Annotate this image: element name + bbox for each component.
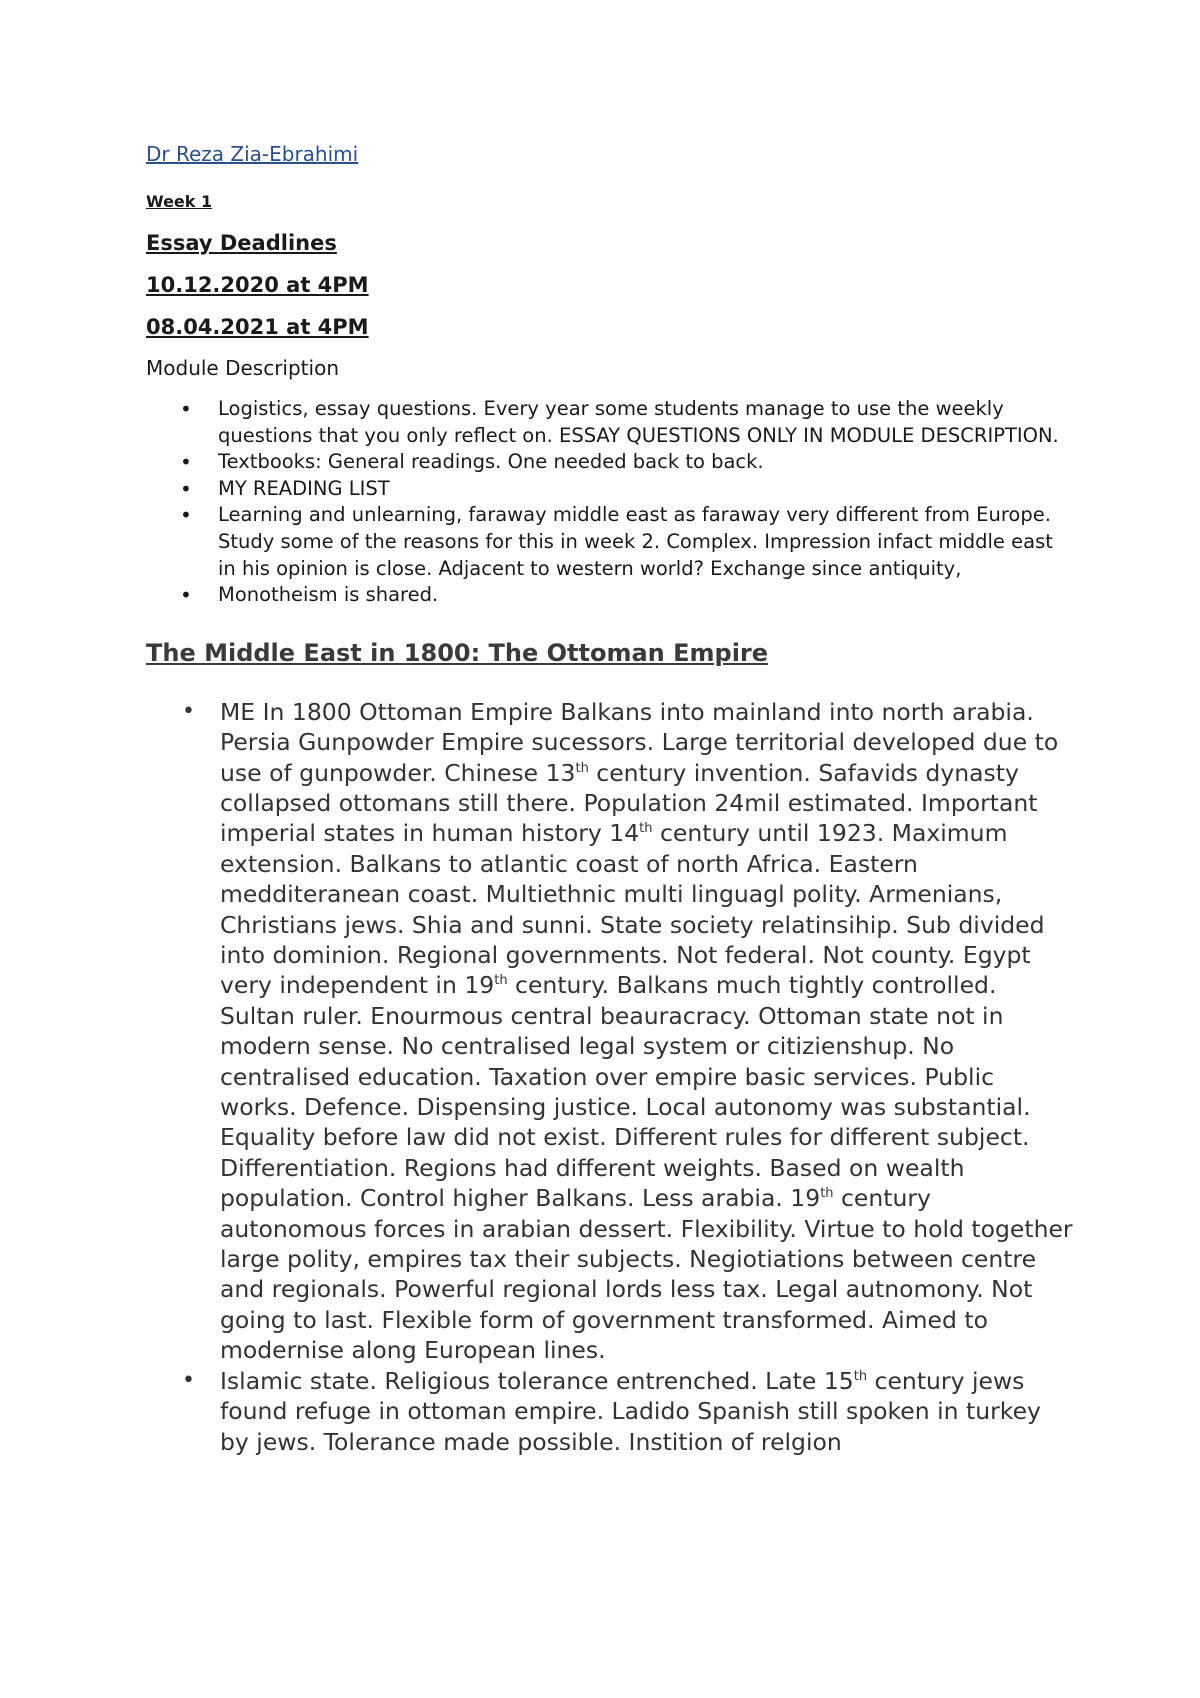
author-link[interactable]: Dr Reza Zia-Ebrahimi — [146, 142, 359, 166]
module-description-title: Module Description — [146, 356, 339, 380]
module-description-list — [146, 396, 1076, 609]
ottoman-empire-list — [146, 697, 1076, 1457]
list-item: • MY READING LIST — [180, 476, 390, 501]
bullet-icon: • — [180, 503, 192, 528]
list-item: • ME In 1800 Ottoman Empire Balkans into mainland into north arabia. Persia Gunpowder Empire sucessors. Large territorial developed due to use of gunpowder. Chinese 13th century invention. Safavids dynasty collapsed ottomans still there. Population 24mil estimated. Important imperial states in human history 14th century until 1923. Maximum extension. Balkans to atlantic coast of north Africa. Eastern medditeranean coast. Multiethnic multi linguagl polity. Armenians, Christians jews. Shia and sunni. State society relatinsihip. Sub divided into dominion. Regional governments. Not federal. Not county. Egypt very independent in 19th century. Balkans much tightly controlled. Sultan ruler. Enourmous central beauracracy. Ottoman state not in modern sense. No centralised legal system or citizienshup. No centralised education. Taxation over empire basic services. Public works. Defence. Dispensing justice. Local autonomy was substantial. Equality before law did not exist. Different rules for different subject. Differentiation. Regions had different weights. Based on wealth population. Control higher Balkans. Less arabia. 19th century autonomous forces in arabian dessert. Flexibility. Virtue to hold together large polity, empires tax their subjects. Negiotiations between centre and regionals. Powerful regional lords less tax. Legal autnomony. Not going to last. Flexible form of government transformed. Aimed to modernise along European lines. — [182, 697, 1073, 1365]
deadline-1: 10.12.2020 at 4PM — [146, 273, 369, 297]
list-item: • Logistics, essay questions. Every year some students manage to use the weekly questions that you only reflect on. ESSAY QUESTIONS ONLY IN MODULE DESCRIPTION. — [180, 397, 1059, 447]
bullet-icon: • — [180, 583, 192, 608]
list-item: • Learning and unlearning, faraway middle east as faraway very different from Europe. Study some of the reasons for this in week 2. Complex. Impression infact middle east in his opinion is close. Adjacent to western world? Exchange since antiquity, — [180, 503, 1053, 580]
section-title: The Middle East in 1800: The Ottoman Empire — [146, 638, 769, 667]
deadline-2: 08.04.2021 at 4PM — [146, 315, 369, 339]
document-page — [146, 140, 1076, 1457]
bullet-icon: • — [180, 476, 192, 501]
bullet-icon: • — [180, 397, 192, 421]
deadlines-heading: Essay Deadlines — [146, 231, 337, 255]
bullet-icon: • — [182, 698, 195, 724]
bullet-icon: • — [182, 1367, 195, 1393]
list-item: • Textbooks: General readings. One needed back to back. — [180, 450, 764, 475]
list-item: • Islamic state. Religious tolerance entrenched. Late 15th century jews found refuge in ottoman empire. Ladido Spanish still spoken in turkey by jews. Tolerance made possible. Instition of relgion — [182, 1366, 1041, 1456]
bullet-icon: • — [180, 450, 192, 475]
week-heading: Week 1 — [146, 192, 213, 211]
list-item: • Monotheism is shared. — [180, 583, 439, 608]
